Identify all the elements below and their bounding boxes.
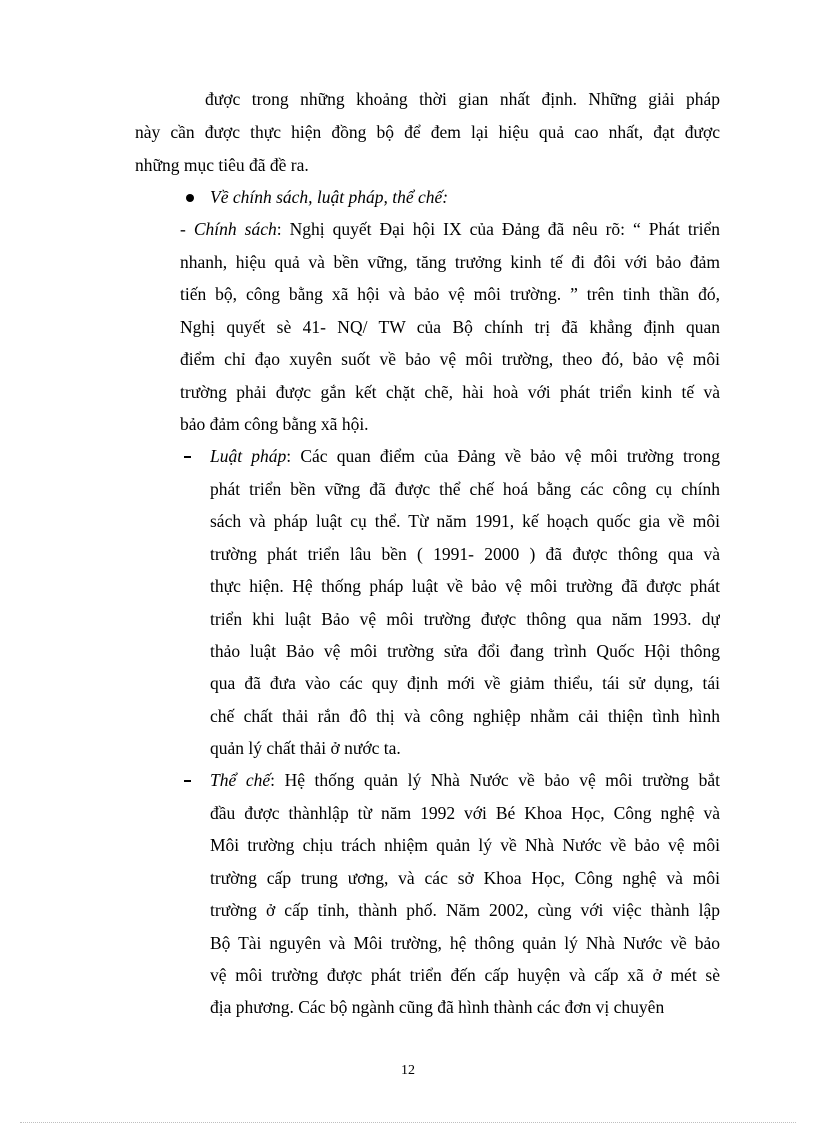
policy-first-line-rest: : Nghị quyết Đại hội IX của Đảng đã nêu rõ: “ Phát triển <box>276 219 720 239</box>
institution-line-4: trường cấp trung ương, và các sở Khoa Học, Công nghệ và môi <box>210 868 720 888</box>
institution-line-8: địa phương. Các bộ ngành cũng đã hình thành các đơn vị chuyên <box>210 997 665 1017</box>
dash-bullet-icon <box>184 456 191 458</box>
law-line-4: trường phát triển lâu bền ( 1991- 2000 ) đã được thông qua và <box>210 544 720 564</box>
institution-label: Thể chế <box>210 770 271 790</box>
policy-prefix: - <box>180 219 194 239</box>
institution-line-6: Bộ Tài nguyên và Môi trường, hệ thông quản lý Nhà Nước về bảo <box>210 933 720 953</box>
intro-line-2: này cần được thực hiện đồng bộ để đem lại hiệu quả cao nhất, đạt được <box>135 122 720 142</box>
law-first-line-rest: : Các quan điểm của Đảng về bảo vệ môi trường trong <box>286 446 720 466</box>
institution-line-7: vệ môi trường được phát triển đến cấp huyện và cấp xã ở mét sè <box>210 965 720 985</box>
intro-line-3: những mục tiêu đã đề ra. <box>135 155 309 175</box>
law-line-10: quản lý chất thải ở nước ta. <box>210 738 401 758</box>
intro-line-1: được trong những khoảng thời gian nhất định. Những giải pháp <box>205 89 720 109</box>
page-number: 12 <box>401 1063 415 1078</box>
law-label: Luật pháp <box>210 446 287 466</box>
policy-line-4: Nghị quyết sè 41- NQ/ TW của Bộ chính trị đã khẳng định quan <box>180 317 720 337</box>
law-line-9: chế chất thải rắn đô thị và công nghiệp nhằm cải thiện tình hình <box>210 706 720 726</box>
policy-line-6: trường phải được gắn kết chặt chẽ, hài hoà với phát triển kinh tế và <box>180 382 720 402</box>
section-heading: Về chính sách, luật pháp, thể chế: <box>210 187 449 207</box>
institution-first-line-rest: : Hệ thống quản lý Nhà Nước về bảo vệ môi trường bắt <box>270 770 720 790</box>
law-line-3: sách và pháp luật cụ thể. Từ năm 1991, kế hoạch quốc gia về môi <box>210 511 720 531</box>
law-line-7: thảo luật Bảo vệ môi trường sửa đổi đang trình Quốc Hội thông <box>210 641 720 661</box>
law-line-6: triển khi luật Bảo vệ môi trường được thông qua năm 1993. dự <box>210 609 720 629</box>
law-line-5: thực hiện. Hệ thống pháp luật về bảo vệ môi trường đã được phát <box>210 576 720 596</box>
law-line-1 <box>210 445 720 467</box>
law-line-8: qua đã đưa vào các quy định mới về giảm thiểu, tái sử dụng, tái <box>210 673 720 693</box>
institution-line-2: đầu được thànhlập từ năm 1992 với Bé Khoa Học, Công nghệ và <box>210 803 720 823</box>
institution-line-1 <box>210 769 720 791</box>
filled-circle-bullet-icon <box>186 194 194 202</box>
institution-line-5: trường ở cấp tỉnh, thành phố. Năm 2002, cùng với việc thành lập <box>210 900 720 920</box>
policy-label: Chính sách <box>193 219 277 239</box>
policy-line-3: tiến bộ, công bằng xã hội và bảo vệ môi trường. ” trên tinh thần đó, <box>180 284 720 304</box>
policy-line-7: bảo đảm công bằng xã hội. <box>180 414 369 434</box>
policy-line-2: nhanh, hiệu quả và bền vững, tăng trưởng kinh tế đi đôi với bảo đảm <box>180 252 720 272</box>
institution-line-3: Môi trường chịu trách nhiệm quản lý về Nhà Nước về bảo vệ môi <box>210 835 720 855</box>
dash-bullet-icon <box>184 780 191 782</box>
law-line-2: phát triển bền vững đã được thể chế hoá bằng các công cụ chính <box>210 479 720 499</box>
policy-line-5: điểm chỉ đạo xuyên suốt về bảo vệ môi trường, theo đó, bảo vệ môi <box>180 349 720 369</box>
policy-line-1 <box>180 218 720 240</box>
